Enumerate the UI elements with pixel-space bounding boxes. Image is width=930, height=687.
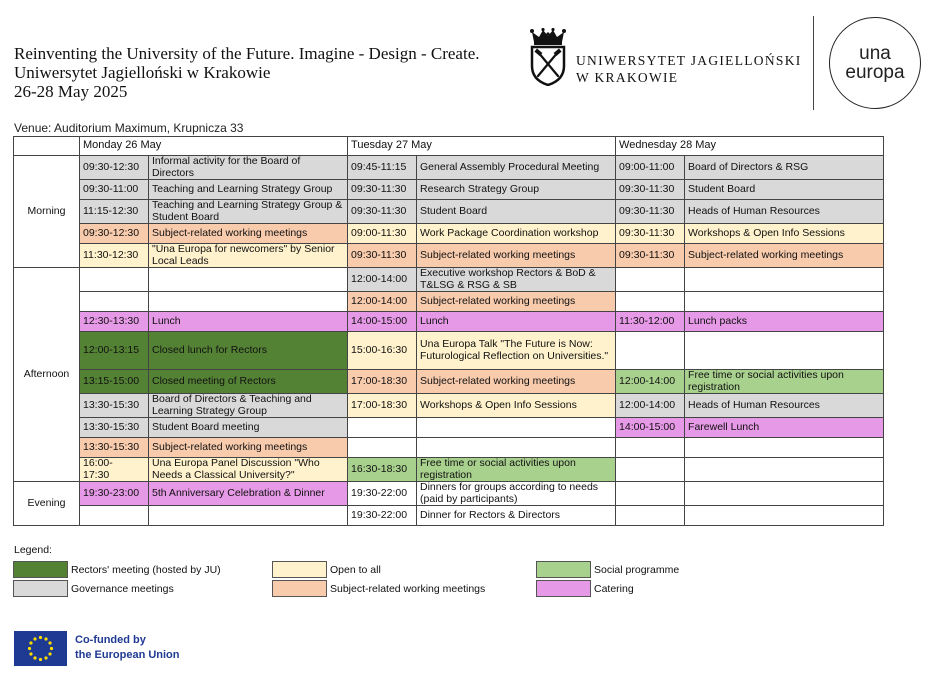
session-time: 11:30-12:30 xyxy=(80,244,149,268)
session-title xyxy=(149,506,348,526)
session-title: Closed lunch for Rectors xyxy=(149,332,348,370)
eu-star xyxy=(28,647,31,650)
session-time: 12:30-13:30 xyxy=(80,312,149,332)
session-time xyxy=(616,268,685,292)
session-title: Student Board meeting xyxy=(149,418,348,438)
session-title: Subject-related working meetings xyxy=(417,292,616,312)
session-time: 12:00-13:15 xyxy=(80,332,149,370)
uj-name: UNIWERSYTET JAGIELLOŃSKI W KRAKOWIE xyxy=(576,53,802,85)
session-title: Heads of Human Resources xyxy=(685,200,884,224)
session-time xyxy=(616,506,685,526)
day-header-wednesday: Wednesday 28 May xyxy=(616,137,884,156)
session-title: Informal activity for the Board of Directors xyxy=(149,156,348,180)
legend-label: Catering xyxy=(594,583,634,595)
session-time: 12:00-14:00 xyxy=(348,292,417,312)
period-label: Afternoon xyxy=(14,268,80,482)
schedule-row xyxy=(14,312,884,332)
session-time xyxy=(80,506,149,526)
session-time xyxy=(348,438,417,458)
schedule-row xyxy=(14,292,884,312)
session-time: 16:30-18:30 xyxy=(348,458,417,482)
una-europa-logo: una europa xyxy=(829,17,921,109)
event-dates: 26-28 May 2025 xyxy=(14,82,128,101)
session-title xyxy=(685,332,884,370)
session-time: 12:00-14:00 xyxy=(616,394,685,418)
session-time: 09:30-11:30 xyxy=(616,244,685,268)
legend-title: Legend: xyxy=(14,544,52,556)
session-title: Free time or social activities upon registration xyxy=(685,370,884,394)
session-time: 09:30-12:30 xyxy=(80,224,149,244)
session-time xyxy=(616,332,685,370)
eu-star xyxy=(44,656,47,659)
schedule-row xyxy=(14,156,884,180)
schedule-row xyxy=(14,438,884,458)
venue-label: Venue: Auditorium Maximum, Krupnicza 33 xyxy=(14,121,244,135)
legend-label: Open to all xyxy=(330,564,381,576)
session-title: Student Board xyxy=(685,180,884,200)
session-title: Farewell Lunch xyxy=(685,418,884,438)
session-title: "Una Europa for newcomers" by Senior Local Leads xyxy=(149,244,348,268)
session-title xyxy=(149,292,348,312)
session-time xyxy=(348,418,417,438)
session-time xyxy=(80,268,149,292)
eu-star xyxy=(39,636,42,639)
eu-star xyxy=(39,658,42,661)
session-time: 09:30-11:30 xyxy=(348,244,417,268)
schedule-row xyxy=(14,200,884,224)
session-title xyxy=(685,292,884,312)
session-time: 09:00-11:30 xyxy=(348,224,417,244)
session-title xyxy=(417,418,616,438)
eu-star xyxy=(33,656,36,659)
session-title: Subject-related working meetings xyxy=(149,438,348,458)
session-time: 12:00-14:00 xyxy=(348,268,417,292)
session-time: 09:30-12:30 xyxy=(80,156,149,180)
session-time xyxy=(616,458,685,482)
day-header-monday: Monday 26 May xyxy=(80,137,348,156)
session-title xyxy=(685,268,884,292)
session-title: 5th Anniversary Celebration & Dinner xyxy=(149,482,348,506)
schedule-row xyxy=(14,394,884,418)
session-time: 09:30-11:30 xyxy=(616,224,685,244)
event-title: Reinventing the University of the Future. Imagine - Design - Create. xyxy=(14,44,480,63)
event-title-block xyxy=(14,44,480,101)
session-time: 15:00-16:30 xyxy=(348,332,417,370)
day-header-tuesday: Tuesday 27 May xyxy=(348,137,616,156)
eu-flag-icon xyxy=(14,631,67,666)
session-title: Dinner for Rectors & Directors xyxy=(417,506,616,526)
session-title: Board of Directors & Teaching and Learning Strategy Group xyxy=(149,394,348,418)
legend-swatch xyxy=(272,561,327,578)
legend-swatch xyxy=(536,561,591,578)
session-time: 13:30-15:30 xyxy=(80,438,149,458)
session-title: Una Europa Talk "The Future is Now: Futurological Reflection on Universities." xyxy=(417,332,616,370)
session-time: 09:00-11:00 xyxy=(616,156,685,180)
session-title: Free time or social activities upon registration xyxy=(417,458,616,482)
session-time: 14:00-15:00 xyxy=(616,418,685,438)
session-title: Heads of Human Resources xyxy=(685,394,884,418)
legend-swatch xyxy=(536,580,591,597)
session-title: Work Package Coordination workshop xyxy=(417,224,616,244)
schedule-row xyxy=(14,224,884,244)
legend-swatch xyxy=(13,580,68,597)
session-time: 19:30-22:00 xyxy=(348,506,417,526)
session-title: Student Board xyxy=(417,200,616,224)
session-time: 09:30-11:30 xyxy=(348,200,417,224)
session-time: 16:00- 17:30 xyxy=(80,458,149,482)
eu-star xyxy=(48,641,51,644)
legend-label: Governance meetings xyxy=(71,583,174,595)
session-time: 17:00-18:30 xyxy=(348,370,417,394)
schedule-row xyxy=(14,506,884,526)
session-title: Subject-related working meetings xyxy=(417,244,616,268)
session-title: Lunch packs xyxy=(685,312,884,332)
session-time: 09:30-11:30 xyxy=(348,180,417,200)
session-title: Subject-related working meetings xyxy=(417,370,616,394)
eu-star xyxy=(29,652,32,655)
session-time: 19:30-22:00 xyxy=(348,482,417,506)
session-title: Dinners for groups according to needs (paid by participants) xyxy=(417,482,616,506)
session-time xyxy=(80,292,149,312)
session-title: Lunch xyxy=(417,312,616,332)
legend-label: Subject-related working meetings xyxy=(330,583,486,595)
session-title: Workshops & Open Info Sessions xyxy=(417,394,616,418)
session-title: Subject-related working meetings xyxy=(149,224,348,244)
session-time xyxy=(616,292,685,312)
eu-star xyxy=(29,641,32,644)
period-label: Evening xyxy=(14,482,80,526)
schedule-row xyxy=(14,458,884,482)
schedule-row xyxy=(14,180,884,200)
session-time: 19:30-23:00 xyxy=(80,482,149,506)
session-title: Board of Directors & RSG xyxy=(685,156,884,180)
session-title: Teaching and Learning Strategy Group & Student Board xyxy=(149,200,348,224)
schedule-row xyxy=(14,244,884,268)
host-university: Uniwersytet Jagielloński w Krakowie xyxy=(14,63,271,82)
uj-crest-logo xyxy=(528,28,568,86)
session-title: Workshops & Open Info Sessions xyxy=(685,224,884,244)
session-title: Teaching and Learning Strategy Group xyxy=(149,180,348,200)
schedule-row xyxy=(14,418,884,438)
day-header-row xyxy=(14,137,884,156)
session-title: Subject-related working meetings xyxy=(685,244,884,268)
session-title xyxy=(149,268,348,292)
session-time: 13:30-15:30 xyxy=(80,418,149,438)
legend-swatch xyxy=(272,580,327,597)
session-time: 14:00-15:00 xyxy=(348,312,417,332)
eu-star xyxy=(44,637,47,640)
session-time: 11:30-12:00 xyxy=(616,312,685,332)
session-time: 17:00-18:30 xyxy=(348,394,417,418)
session-time: 11:15-12:30 xyxy=(80,200,149,224)
legend-swatch xyxy=(13,561,68,578)
session-time: 09:30-11:00 xyxy=(80,180,149,200)
session-title xyxy=(685,482,884,506)
schedule-row xyxy=(14,370,884,394)
eu-star xyxy=(33,637,36,640)
eu-funding-note: Co-funded by the European Union xyxy=(75,634,180,661)
session-time: 13:15-15:00 xyxy=(80,370,149,394)
period-label: Morning xyxy=(14,156,80,268)
schedule-table xyxy=(13,136,884,526)
session-title xyxy=(417,438,616,458)
session-title: Closed meeting of Rectors xyxy=(149,370,348,394)
session-time: 12:00-14:00 xyxy=(616,370,685,394)
session-title xyxy=(685,506,884,526)
eu-star xyxy=(50,647,53,650)
session-time: 09:30-11:30 xyxy=(616,200,685,224)
session-title: General Assembly Procedural Meeting xyxy=(417,156,616,180)
session-title: Una Europa Panel Discussion "Who Needs a Classical University?" xyxy=(149,458,348,482)
session-title: Executive workshop Rectors & BoD & T&LSG & RSG & SB xyxy=(417,268,616,292)
session-title: Lunch xyxy=(149,312,348,332)
schedule-row xyxy=(14,482,884,506)
eu-star xyxy=(48,652,51,655)
session-time: 09:45-11:15 xyxy=(348,156,417,180)
session-time: 09:30-11:30 xyxy=(616,180,685,200)
session-time xyxy=(616,482,685,506)
session-time: 13:30-15:30 xyxy=(80,394,149,418)
legend-label: Social programme xyxy=(594,564,680,576)
session-time xyxy=(616,438,685,458)
schedule-row xyxy=(14,332,884,370)
session-title xyxy=(685,458,884,482)
schedule-row xyxy=(14,268,884,292)
legend-label: Rectors' meeting (hosted by JU) xyxy=(71,564,221,576)
session-title: Research Strategy Group xyxy=(417,180,616,200)
header-divider xyxy=(813,16,814,110)
session-title xyxy=(685,438,884,458)
